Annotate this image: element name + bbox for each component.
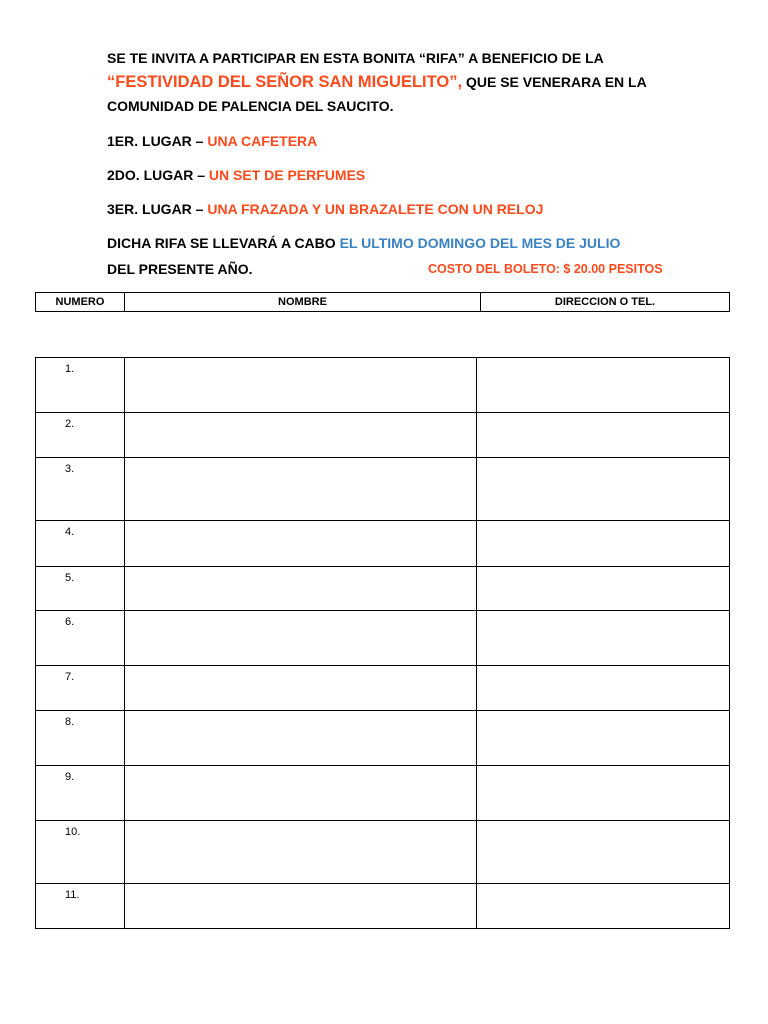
prize-place: 2DO. LUGAR – [107,167,209,183]
row-number: 4. [36,521,125,567]
row-number: 2. [36,413,125,458]
ticket-table-header [35,292,730,312]
column-header-nombre: NOMBRE [125,293,481,312]
row-number: 1. [36,358,125,413]
name-cell[interactable] [125,821,477,884]
address-cell[interactable] [477,666,730,711]
table-row [36,766,730,821]
invitation-line-2 [107,69,727,95]
prize-item: UNA CAFETERA [207,133,318,149]
address-cell[interactable] [477,458,730,521]
row-number: 6. [36,611,125,666]
address-cell[interactable] [477,821,730,884]
column-header-direccion: DIRECCION O TEL. [481,293,730,312]
address-cell[interactable] [477,358,730,413]
address-cell[interactable] [477,521,730,567]
name-cell[interactable] [125,766,477,821]
table-row [36,711,730,766]
address-cell[interactable] [477,413,730,458]
address-cell[interactable] [477,711,730,766]
ticket-cost: COSTO DEL BOLETO: $ 20.00 PESITOS [428,262,663,276]
table-row [36,884,730,929]
row-number: 3. [36,458,125,521]
name-cell[interactable] [125,521,477,567]
row-number: 9. [36,766,125,821]
raffle-date-line-2: DEL PRESENTE AÑO. [107,261,253,277]
festivity-name: “FESTIVIDAD DEL SEÑOR SAN MIGUELITO”, [107,73,463,91]
raffle-date-prefix: DICHA RIFA SE LLEVARÁ A CABO [107,235,340,251]
row-number: 11. [36,884,125,929]
prize-place: 3ER. LUGAR – [107,201,208,217]
prize-first [107,133,317,149]
name-cell[interactable] [125,458,477,521]
row-number: 10. [36,821,125,884]
address-cell[interactable] [477,567,730,611]
invitation-line-1: SE TE INVITA A PARTICIPAR EN ESTA BONITA “RIFA” A BENEFICIO DE LA [107,50,604,66]
invitation-text [107,47,727,117]
prize-item: UNA FRAZADA Y UN BRAZALETE CON UN RELOJ [207,201,544,217]
name-cell[interactable] [125,884,477,929]
table-row [36,413,730,458]
address-cell[interactable] [477,611,730,666]
name-cell[interactable] [125,666,477,711]
table-row [36,567,730,611]
prize-third [107,201,543,217]
name-cell[interactable] [125,611,477,666]
row-number: 5. [36,567,125,611]
table-row [36,611,730,666]
invitation-line-3: COMUNIDAD DE PALENCIA DEL SAUCITO. [107,98,394,114]
prize-place: 1ER. LUGAR – [107,133,208,149]
name-cell[interactable] [125,711,477,766]
address-cell[interactable] [477,766,730,821]
address-cell[interactable] [477,884,730,929]
table-row [36,458,730,521]
row-number: 7. [36,666,125,711]
table-row [36,358,730,413]
invitation-line-2-rest: QUE SE VENERARA EN LA [462,74,647,90]
name-cell[interactable] [125,358,477,413]
name-cell[interactable] [125,413,477,458]
prize-second [107,167,365,183]
ticket-table [35,357,730,929]
row-number: 8. [36,711,125,766]
name-cell[interactable] [125,567,477,611]
raffle-date: EL ULTIMO DOMINGO DEL MES DE JULIO [339,235,621,251]
table-row [36,521,730,567]
prize-item: UN SET DE PERFUMES [208,167,366,183]
table-row [36,821,730,884]
column-header-numero: NUMERO [36,293,125,312]
table-row [36,666,730,711]
raffle-date-line [107,235,620,251]
